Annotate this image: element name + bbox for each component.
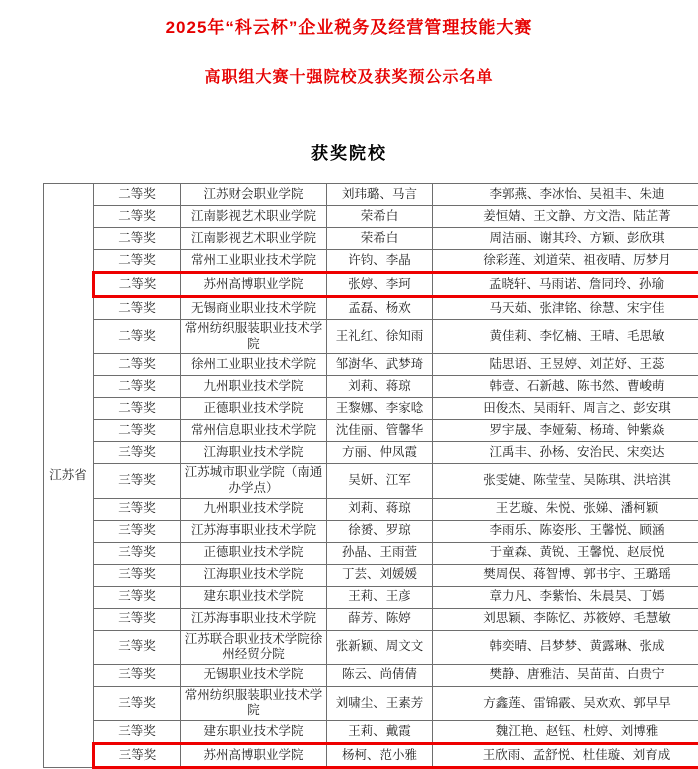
school-cell: 江苏海事职业技术学院	[181, 608, 327, 630]
award-cell: 二等奖	[94, 354, 181, 376]
award-cell: 二等奖	[94, 376, 181, 398]
table-row	[44, 686, 698, 720]
instructors-cell: 荣希白	[327, 206, 433, 228]
students-cell: 张雯婕、陈莹莹、吴陈琪、洪培淇	[433, 464, 698, 498]
school-cell: 徐州工业职业技术学院	[181, 354, 327, 376]
students-cell: 黄佳莉、李忆楠、王晴、毛思敏	[433, 320, 698, 354]
school-cell: 江海职业技术学院	[181, 442, 327, 464]
instructors-cell: 孟磊、杨欢	[327, 297, 433, 320]
school-cell: 无锡商业职业技术学院	[181, 297, 327, 320]
competition-subtitle: 高职组大赛十强院校及获奖预公示名单	[0, 64, 698, 87]
school-cell: 建东职业技术学院	[181, 721, 327, 744]
instructors-cell: 方丽、仲凤霞	[327, 442, 433, 464]
school-cell: 无锡职业技术学院	[181, 664, 327, 686]
instructors-cell: 王礼红、徐知雨	[327, 320, 433, 354]
students-cell: 韩壹、石新越、陈书然、曹峻萌	[433, 376, 698, 398]
table-row	[44, 442, 698, 464]
table-row	[44, 520, 698, 542]
award-cell: 二等奖	[94, 250, 181, 273]
table-row	[44, 250, 698, 273]
school-cell: 常州纺织服装职业技术学院	[181, 686, 327, 720]
table-row	[44, 586, 698, 608]
students-cell: 罗宇晟、李娅菊、杨琦、钟紫焱	[433, 420, 698, 442]
students-cell: 王欣雨、孟舒悦、杜佳璇、刘育成	[433, 744, 698, 768]
students-cell: 李雨乐、陈姿彤、王馨悦、顾涵	[433, 520, 698, 542]
school-cell: 江南影视艺术职业学院	[181, 206, 327, 228]
instructors-cell: 薛芳、陈婷	[327, 608, 433, 630]
award-cell: 三等奖	[94, 498, 181, 520]
table-row	[44, 664, 698, 686]
students-cell: 王艺璇、朱悦、张娣、潘柯颖	[433, 498, 698, 520]
students-cell: 马天茹、张津铭、徐慧、宋宇佳	[433, 297, 698, 320]
award-cell: 三等奖	[94, 564, 181, 586]
table-row-highlighted	[44, 273, 698, 297]
instructors-cell: 杨柯、范小雅	[327, 744, 433, 768]
school-cell: 常州纺织服装职业技术学院	[181, 320, 327, 354]
table-row-highlighted	[44, 744, 698, 768]
students-cell: 江禹丰、孙杨、安治民、宋奕达	[433, 442, 698, 464]
table-row	[44, 420, 698, 442]
award-cell: 三等奖	[94, 608, 181, 630]
school-cell: 正德职业技术学院	[181, 542, 327, 564]
instructors-cell: 徐赟、罗琼	[327, 520, 433, 542]
table-row	[44, 354, 698, 376]
instructors-cell: 丁芸、刘媛媛	[327, 564, 433, 586]
instructors-cell: 王莉、戴霞	[327, 721, 433, 744]
school-cell: 常州信息职业技术学院	[181, 420, 327, 442]
instructors-cell: 孙晶、王雨萱	[327, 542, 433, 564]
table-row	[44, 206, 698, 228]
school-cell: 苏州高博职业学院	[181, 273, 327, 297]
students-cell: 魏江艳、赵钰、杜婷、刘博雅	[433, 721, 698, 744]
school-cell: 江南影视艺术职业学院	[181, 228, 327, 250]
table-row	[44, 376, 698, 398]
award-cell: 二等奖	[94, 297, 181, 320]
school-cell: 九州职业技术学院	[181, 498, 327, 520]
school-cell: 九州职业技术学院	[181, 376, 327, 398]
awards-table	[43, 183, 698, 769]
instructors-cell: 刘莉、蒋琼	[327, 498, 433, 520]
table-row	[44, 297, 698, 320]
award-cell: 三等奖	[94, 464, 181, 498]
table-row	[44, 498, 698, 520]
award-cell: 二等奖	[94, 228, 181, 250]
table-row	[44, 228, 698, 250]
instructors-cell: 邹澍华、武梦琦	[327, 354, 433, 376]
instructors-cell: 许钧、李晶	[327, 250, 433, 273]
award-cell: 三等奖	[94, 586, 181, 608]
students-cell: 姜恒婧、王文静、方文浩、陆芷菁	[433, 206, 698, 228]
students-cell: 孟晓轩、马雨诺、詹同玲、孙瑜	[433, 273, 698, 297]
award-cell: 二等奖	[94, 320, 181, 354]
instructors-cell: 张新颖、周文文	[327, 630, 433, 664]
instructors-cell: 刘玮璐、马言	[327, 184, 433, 206]
instructors-cell: 陈云、尚倩倩	[327, 664, 433, 686]
school-cell: 正德职业技术学院	[181, 398, 327, 420]
instructors-cell: 沈佳丽、管馨华	[327, 420, 433, 442]
school-cell: 江苏财会职业学院	[181, 184, 327, 206]
table-row	[44, 464, 698, 498]
table-row	[44, 542, 698, 564]
instructors-cell: 荣希白	[327, 228, 433, 250]
award-cell: 二等奖	[94, 206, 181, 228]
competition-title: 2025年“科云杯”企业税务及经营管理技能大赛	[0, 13, 698, 38]
instructors-cell: 王黎娜、李家唸	[327, 398, 433, 420]
award-cell: 三等奖	[94, 520, 181, 542]
province-cell: 江苏省	[44, 184, 94, 768]
students-cell: 田俊杰、吴雨轩、周言之、彭安琪	[433, 398, 698, 420]
award-cell: 二等奖	[94, 184, 181, 206]
students-cell: 章力凡、李紫怡、朱晨昊、丁嫣	[433, 586, 698, 608]
award-cell: 三等奖	[94, 686, 181, 720]
award-cell: 三等奖	[94, 721, 181, 744]
instructors-cell: 张婷、李珂	[327, 273, 433, 297]
students-cell: 于童森、黄锐、王馨悦、赵辰悦	[433, 542, 698, 564]
table-row	[44, 630, 698, 664]
school-cell: 常州工业职业技术学院	[181, 250, 327, 273]
school-cell: 苏州高博职业学院	[181, 744, 327, 768]
students-cell: 樊周俣、蒋智博、郭书宇、王璐瑶	[433, 564, 698, 586]
school-cell: 江苏海事职业技术学院	[181, 520, 327, 542]
students-cell: 徐彩莲、刘道荣、祖夜晴、厉梦月	[433, 250, 698, 273]
award-cell: 三等奖	[94, 744, 181, 768]
students-cell: 樊静、唐雅洁、吴苗苗、白贵宁	[433, 664, 698, 686]
students-cell: 周洁丽、谢其玲、方颖、彭欣琪	[433, 228, 698, 250]
instructors-cell: 刘莉、蒋琼	[327, 376, 433, 398]
school-cell: 江苏城市职业学院（南通办学点）	[181, 464, 327, 498]
award-cell: 二等奖	[94, 420, 181, 442]
award-cell: 三等奖	[94, 664, 181, 686]
award-cell: 三等奖	[94, 442, 181, 464]
table-row	[44, 721, 698, 744]
students-cell: 陆思语、王昱婷、刘芷妤、王蕊	[433, 354, 698, 376]
table-row	[44, 564, 698, 586]
students-cell: 李郭燕、李冰怡、吴祖丰、朱迪	[433, 184, 698, 206]
table-row	[44, 320, 698, 354]
school-cell: 江海职业技术学院	[181, 564, 327, 586]
award-cell: 三等奖	[94, 630, 181, 664]
instructors-cell: 吴妍、江军	[327, 464, 433, 498]
award-cell: 二等奖	[94, 273, 181, 297]
school-cell: 江苏联合职业技术学院徐州经贸分院	[181, 630, 327, 664]
instructors-cell: 刘啸尘、王素芳	[327, 686, 433, 720]
table-row	[44, 608, 698, 630]
award-cell: 三等奖	[94, 542, 181, 564]
school-cell: 建东职业技术学院	[181, 586, 327, 608]
students-cell: 韩奕晴、吕梦梦、黄露琳、张成	[433, 630, 698, 664]
students-cell: 方鑫莲、雷锦霰、吴欢欢、郭早早	[433, 686, 698, 720]
instructors-cell: 王莉、王彦	[327, 586, 433, 608]
table-row	[44, 398, 698, 420]
students-cell: 刘思颖、李陈忆、苏筱婷、毛慧敏	[433, 608, 698, 630]
table-row	[44, 184, 698, 206]
award-cell: 二等奖	[94, 398, 181, 420]
section-heading: 获奖院校	[0, 139, 698, 164]
